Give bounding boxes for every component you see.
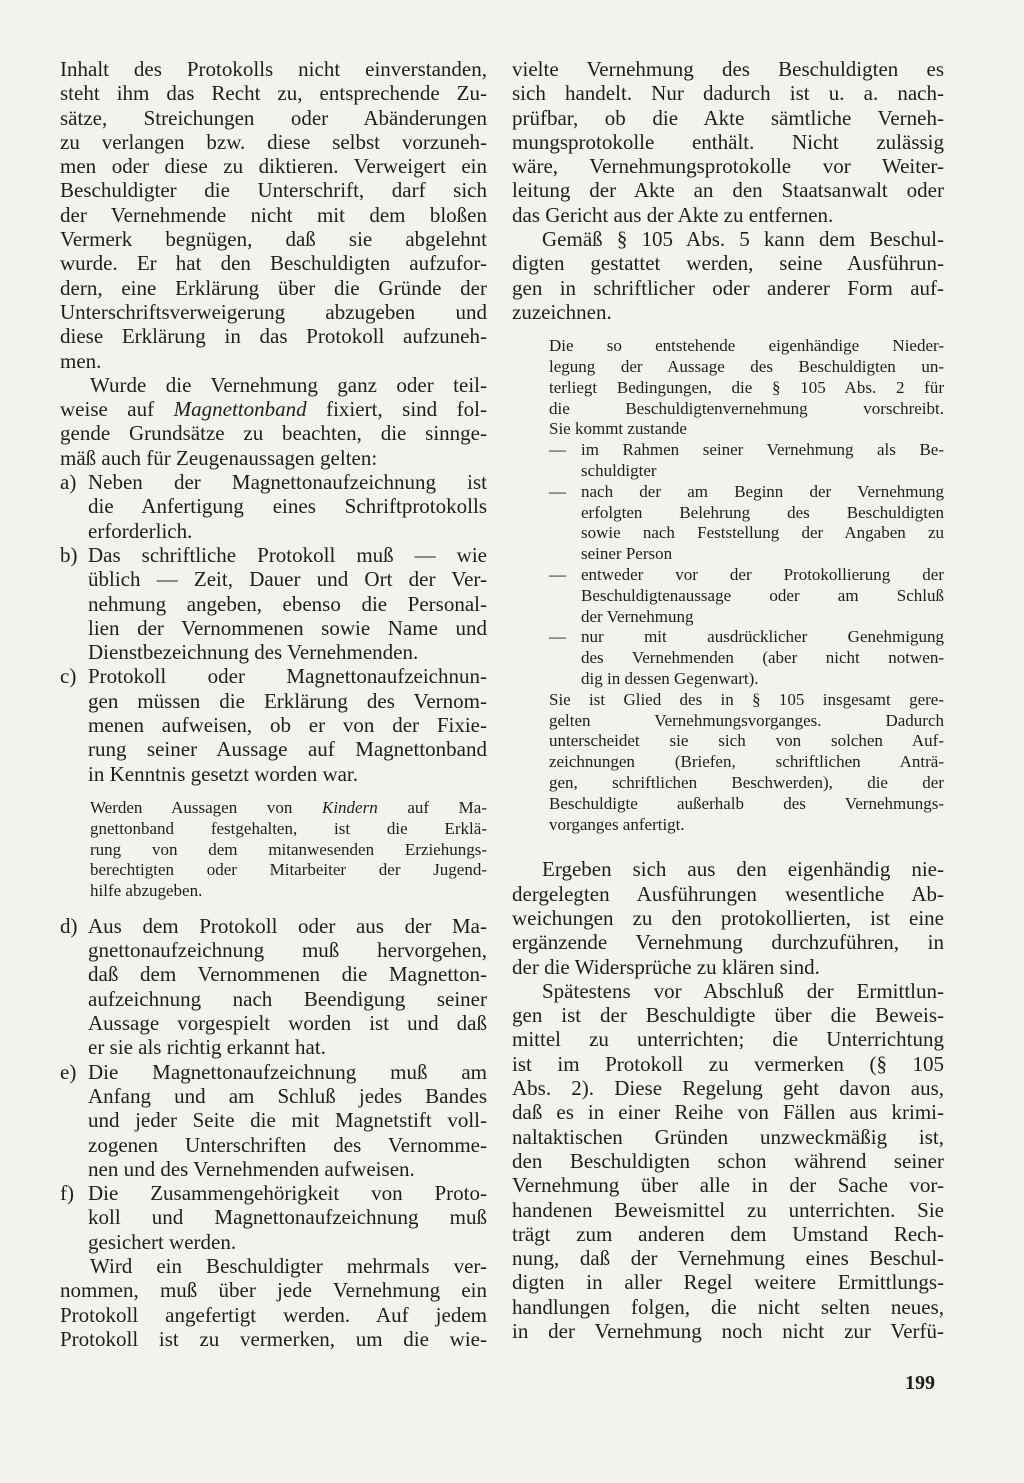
note-line: sowie nach Feststellung der Angaben zu bbox=[581, 523, 944, 543]
text-line: Wird ein Beschuldigter mehrmals ver- bbox=[90, 1254, 487, 1279]
text-line: men oder diese zu diktieren. Verweigert ein bbox=[60, 154, 487, 179]
dash-list-item bbox=[549, 482, 944, 565]
note-line: terliegt Bedingungen, die § 105 Abs. 2 für bbox=[549, 377, 944, 397]
text-line: der Vernehmende nicht mit dem bloßen bbox=[60, 202, 487, 227]
text-line: Protokoll ist zu vermerken, um die wie- bbox=[60, 1326, 487, 1351]
text-line: mittel zu unterrichten; die Unterrichtung bbox=[512, 1027, 944, 1052]
emphasis-text: Magnettonband bbox=[173, 397, 307, 422]
text-run: fixiert, sind fol- bbox=[306, 397, 487, 422]
text-line: lien der Vernommenen sowie Name und bbox=[88, 615, 487, 640]
dash-list-item bbox=[549, 565, 944, 627]
note-line: der Vernehmung bbox=[581, 606, 694, 626]
note-line: des Vernehmenden (aber nicht notwen- bbox=[581, 648, 944, 668]
note-line: rung von dem mitanwesenden Erziehungs- bbox=[90, 839, 487, 859]
note-line: die Beschuldigtenvernehmung vorschreibt. bbox=[549, 398, 944, 418]
text-line: gnettonaufzeichnung muß hervorgehen, bbox=[88, 938, 487, 963]
list-item bbox=[60, 1181, 487, 1254]
text-line: in Kenntnis gesetzt worden war. bbox=[88, 761, 359, 786]
right-paragraph-2 bbox=[512, 227, 944, 324]
text-line: dergelegten Ausführungen wesentliche Ab- bbox=[512, 881, 944, 906]
text-run: auf Ma- bbox=[377, 797, 487, 817]
text-line: menen aufweisen, ob er von der Fixie- bbox=[88, 713, 487, 738]
text-line: Ergeben sich aus den eigenhändig nie- bbox=[542, 857, 944, 882]
text-line: nen und des Vernehmenden aufweisen. bbox=[88, 1156, 415, 1181]
text-line: Wurde die Vernehmung ganz oder teil- bbox=[90, 372, 487, 397]
text-line: Vernehmung über alle in der Sache vor- bbox=[512, 1173, 944, 1198]
text-line: Aussage vorgespielt worden ist und daß bbox=[88, 1011, 487, 1036]
text-line: sich handelt. Nur dadurch ist u. a. nach- bbox=[512, 81, 944, 106]
note-line: schuldigter bbox=[581, 461, 657, 481]
list-item bbox=[60, 664, 487, 785]
text-line: nehmung angeben, ebenso die Personal- bbox=[88, 591, 487, 616]
text-line: Aus dem Protokoll oder aus der Ma- bbox=[88, 913, 487, 938]
item-label: a) bbox=[60, 470, 77, 495]
item-label: c) bbox=[60, 664, 77, 689]
text-line: nommen, muß über jede Vernehmung ein bbox=[60, 1278, 487, 1303]
text-line bbox=[60, 397, 487, 421]
text-line: Protokoll oder Magnettonaufzeichnun- bbox=[88, 664, 487, 689]
text-line: Dienstbezeichnung des Vernehmenden. bbox=[88, 640, 419, 665]
text-line: Das schriftliche Protokoll muß — wie bbox=[88, 542, 487, 567]
text-line: in der Vernehmung noch nicht zur Verfü- bbox=[512, 1319, 944, 1344]
text-line: mäß auch für Zeugenaussagen gelten: bbox=[60, 445, 378, 470]
text-line: Unterschriftsverweigerung abzugeben und bbox=[60, 299, 487, 324]
text-line: steht ihm das Recht zu, entsprechende Zu- bbox=[60, 81, 487, 106]
text-line: zuzeichnen. bbox=[512, 299, 612, 324]
text-line: Vermerk begnügen, daß sie abgelehnt bbox=[60, 227, 487, 252]
text-line: dern, eine Erklärung über die Gründe der bbox=[60, 275, 487, 300]
text-line: handlungen folgen, die nicht selten neues, bbox=[512, 1294, 944, 1319]
note-line: gelten Vernehmungsvorganges. Dadurch bbox=[549, 710, 944, 730]
text-line: gen ist der Beschuldigte über die Beweis- bbox=[512, 1003, 944, 1028]
text-line: diese Erklärung in das Protokoll aufzuneh- bbox=[60, 324, 487, 349]
text-line: der die Widersprüche zu klären sind. bbox=[512, 954, 820, 979]
item-label: b) bbox=[60, 542, 78, 567]
left-paragraph-3 bbox=[60, 1254, 487, 1351]
list-item bbox=[60, 543, 487, 664]
note-line: dig in dessen Gegenwart). bbox=[581, 669, 759, 689]
text-line: vielte Vernehmung des Beschuldigten es bbox=[512, 57, 944, 81]
note-line bbox=[90, 798, 487, 819]
right-paragraph-1 bbox=[512, 57, 944, 227]
note-line: nur mit ausdrücklicher Genehmigung bbox=[581, 627, 944, 647]
dash-list-item bbox=[549, 627, 944, 689]
page-number: 199 bbox=[905, 1372, 935, 1394]
text-line: zu verlangen bzw. diese selbst vorzuneh- bbox=[60, 129, 487, 154]
text-line: den Beschuldigten schon während seiner bbox=[512, 1148, 944, 1173]
item-label: d) bbox=[60, 913, 78, 938]
left-paragraph-2 bbox=[60, 373, 487, 470]
text-line: üblich — Zeit, Dauer und Ort der Ver- bbox=[88, 567, 487, 592]
note-line: gnettonband festgehalten, ist die Erklä- bbox=[90, 818, 487, 838]
note-line: legung der Aussage des Beschuldigten un- bbox=[549, 357, 944, 377]
note-line: unterscheidet sie sich von solchen Auf- bbox=[549, 731, 944, 751]
text-line: gen müssen die Erklärung des Vernom- bbox=[88, 688, 487, 713]
text-line: erforderlich. bbox=[88, 518, 193, 543]
text-line: naltaktischen Gründen unzweckmäßig ist, bbox=[512, 1124, 944, 1149]
text-line: trägt zum anderen dem Umstand Rech- bbox=[512, 1221, 944, 1246]
text-line: mungsprotokolle enthält. Nicht zulässig bbox=[512, 129, 944, 154]
emphasis-text: Kindern bbox=[321, 797, 378, 817]
dash-marker: — bbox=[549, 481, 566, 501]
text-line: Die Zusammengehörigkeit von Proto- bbox=[88, 1181, 487, 1206]
note-line: seiner Person bbox=[581, 544, 673, 564]
text-line: daß dem Vernommenen die Magnetton- bbox=[88, 962, 487, 987]
note-line: zeichnungen (Briefen, schriftlichen Anträ- bbox=[549, 752, 944, 772]
item-label: f) bbox=[60, 1181, 74, 1206]
note-line: gen, schriftlichen Beschwerden), die der bbox=[549, 773, 944, 792]
dash-marker: — bbox=[549, 627, 566, 647]
text-line: rung seiner Aussage auf Magnettonband bbox=[88, 737, 487, 762]
dash-marker: — bbox=[549, 440, 566, 460]
note-line: im Rahmen seiner Vernehmung als Be- bbox=[581, 440, 944, 460]
left-column bbox=[60, 57, 487, 1351]
note-line: Sie kommt zustande bbox=[549, 419, 687, 439]
text-line: men. bbox=[60, 348, 102, 373]
text-line: digten in aller Regel weitere Ermittlungs- bbox=[512, 1270, 944, 1295]
note-line: nach der am Beginn der Vernehmung bbox=[581, 481, 944, 501]
text-run: Werden Aussagen von bbox=[90, 797, 322, 817]
text-line: die Anfertigung eines Schriftprotokolls bbox=[88, 494, 487, 519]
text-line: gende Grundsätze zu beachten, die sinnge- bbox=[60, 421, 487, 446]
text-line: ist im Protokoll zu vermerken (§ 105 bbox=[512, 1051, 944, 1076]
dash-marker: — bbox=[549, 565, 566, 585]
text-line: prüfbar, ob die Akte sämtliche Verneh- bbox=[512, 105, 944, 130]
text-line: Die Magnettonaufzeichnung muß am bbox=[88, 1059, 487, 1084]
list-item bbox=[60, 914, 487, 1060]
dash-list-item bbox=[549, 440, 944, 482]
note-line: Sie ist Glied des in § 105 insgesamt gere- bbox=[549, 689, 944, 709]
text-line: aufzeichnung nach Beendigung seiner bbox=[88, 986, 487, 1011]
note-line: erfolgten Belehrung des Beschuldigten bbox=[581, 502, 944, 522]
text-line: Abs. 2). Diese Regelung geht davon aus, bbox=[512, 1076, 944, 1101]
text-line: er sie als richtig erkannt hat. bbox=[88, 1035, 326, 1060]
note-line: entweder vor der Protokollierung der bbox=[581, 565, 944, 585]
text-line: wurde. Er hat den Beschuldigten aufzufor- bbox=[60, 251, 487, 276]
right-paragraph-3 bbox=[512, 857, 944, 978]
text-line: Anfang und am Schluß jedes Bandes bbox=[88, 1083, 487, 1108]
item-label: e) bbox=[60, 1059, 77, 1084]
text-line: Neben der Magnettonaufzeichnung ist bbox=[88, 470, 487, 495]
note-line: vorganges anfertigt. bbox=[549, 814, 685, 834]
note-line: Die so entstehende eigenhändige Nieder- bbox=[549, 336, 944, 356]
text-line: Protokoll angefertigt werden. Auf jedem bbox=[60, 1302, 487, 1327]
text-line: gen in schriftlicher oder anderer Form auf- bbox=[512, 275, 944, 300]
right-small-note bbox=[549, 336, 944, 835]
text-line: gesichert werden. bbox=[88, 1229, 237, 1254]
enumerated-list-1 bbox=[60, 470, 487, 786]
right-column bbox=[512, 57, 944, 1343]
text-line: Inhalt des Protokolls nicht einverstanden, bbox=[60, 57, 487, 81]
right-paragraph-4 bbox=[512, 979, 944, 1343]
text-line: zogenen Unterschriften des Vernomme- bbox=[88, 1132, 487, 1157]
list-item bbox=[60, 470, 487, 543]
left-paragraph-1 bbox=[60, 57, 487, 373]
text-line: Spätestens vor Abschluß der Ermittlun- bbox=[542, 978, 944, 1003]
text-line: leitung der Akte an den Staatsanwalt oder bbox=[512, 178, 944, 203]
text-line: daß es in einer Reihe von Fällen aus krimi- bbox=[512, 1100, 944, 1125]
note-line: Beschuldigtenaussage oder am Schluß bbox=[581, 585, 944, 605]
text-line: digten gestattet werden, seine Ausführun- bbox=[512, 251, 944, 276]
text-line: koll und Magnettonaufzeichnung muß bbox=[88, 1205, 487, 1230]
enumerated-list-2 bbox=[60, 914, 487, 1254]
text-line: und jeder Seite die mit Magnetstift voll- bbox=[88, 1108, 487, 1133]
text-run: weise auf bbox=[60, 397, 174, 422]
list-item bbox=[60, 1060, 487, 1181]
note-line: Beschuldigte außerhalb des Vernehmungs- bbox=[549, 793, 944, 813]
text-line: ergänzende Vernehmung durchzuführen, in bbox=[512, 930, 944, 955]
note-line: berechtigten oder Mitarbeiter der Jugend- bbox=[90, 860, 487, 880]
text-line: Beschuldigter die Unterschrift, darf sich bbox=[60, 178, 487, 203]
text-line: sätze, Streichungen oder Abänderungen bbox=[60, 105, 487, 130]
left-small-note bbox=[90, 798, 487, 902]
note-line: hilfe abzugeben. bbox=[90, 881, 203, 901]
text-line: das Gericht aus der Akte zu entfernen. bbox=[512, 202, 834, 227]
text-line: nung, daß der Vernehmung eines Beschul- bbox=[512, 1246, 944, 1271]
text-line: weichungen zu den protokollierten, ist eine bbox=[512, 905, 944, 930]
text-line: wäre, Vernehmungsprotokolle vor Weiter- bbox=[512, 154, 944, 179]
text-line: Gemäß § 105 Abs. 5 kann dem Beschul- bbox=[542, 227, 944, 252]
text-line: handenen Beweismittel zu unterrichten. Sie bbox=[512, 1197, 944, 1222]
